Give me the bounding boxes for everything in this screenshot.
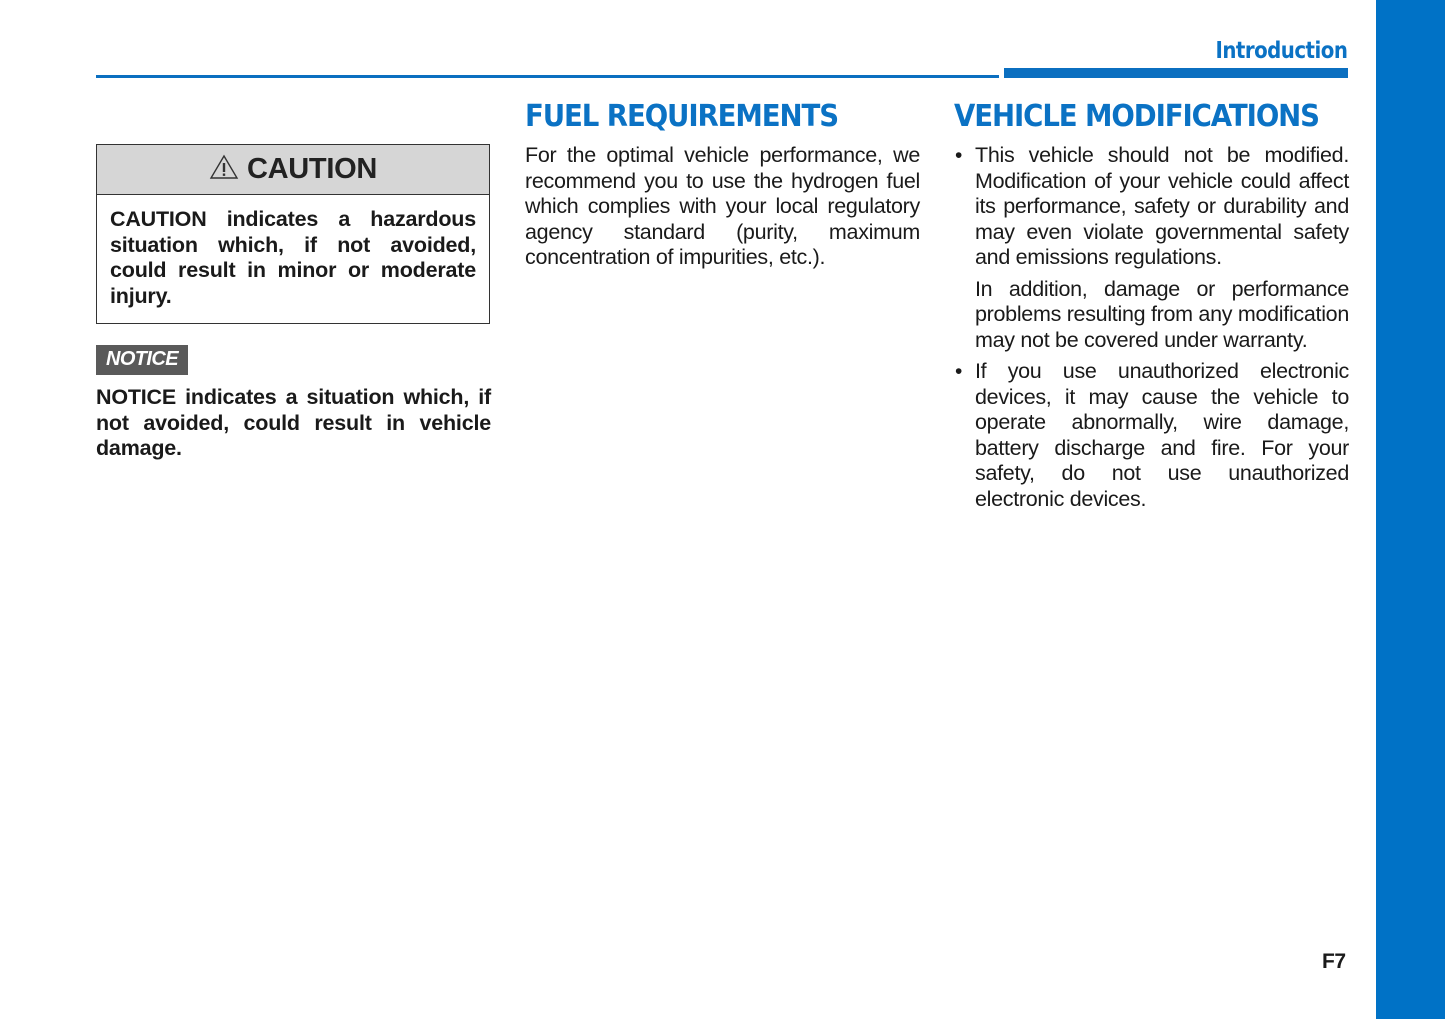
fuel-requirements-section [525, 100, 920, 271]
list-paragraph: If you use unauthorized electronic devices, it may cause the vehicle to operate abnormally, wire damage, battery discharge and fire. For your safety, do not use unauthorized electronic devices. [975, 359, 1349, 511]
header-rule-thin [96, 75, 999, 78]
notice-text: NOTICE indicates a situation which, if not avoided, could result in vehicle damage. [96, 385, 491, 460]
caution-box [96, 144, 490, 324]
left-column [96, 144, 491, 462]
caution-text: CAUTION indicates a hazardous situation which, if not avoided, could result in minor or moderate injury. [110, 207, 476, 308]
bullet-icon: • [955, 360, 963, 383]
header-rule-thick [1004, 68, 1348, 78]
caution-header [97, 145, 489, 195]
page-number: F7 [1322, 950, 1346, 973]
side-tab-stripe [1376, 0, 1445, 1019]
section-title: Introduction [1215, 38, 1347, 64]
list-item [954, 359, 1349, 512]
warning-triangle-icon [209, 154, 239, 185]
bullet-icon: • [955, 144, 963, 167]
fuel-requirements-heading: FUEL REQUIREMENTS [525, 99, 839, 134]
modifications-list [954, 143, 1349, 512]
fuel-requirements-text: For the optimal vehicle performance, we recommend you to use the hydrogen fuel which complies with your local regulatory agency standard (purity, maximum concentration of impurities, etc.). [525, 143, 920, 269]
list-item [954, 143, 1349, 353]
vehicle-modifications-heading: VEHICLE MODIFICATIONS [954, 99, 1319, 134]
vehicle-modifications-section [954, 100, 1349, 518]
list-paragraph: This vehicle should not be modified. Modification of your vehicle could affect its performance, safety or durability and may even violate governmental safety and emissions regulations. [975, 143, 1349, 269]
caution-title: CAUTION [246, 153, 377, 185]
notice-badge: NOTICE [96, 345, 188, 375]
list-paragraph: In addition, damage or performance problems resulting from any modification may not be covered under warranty. [975, 276, 1349, 352]
